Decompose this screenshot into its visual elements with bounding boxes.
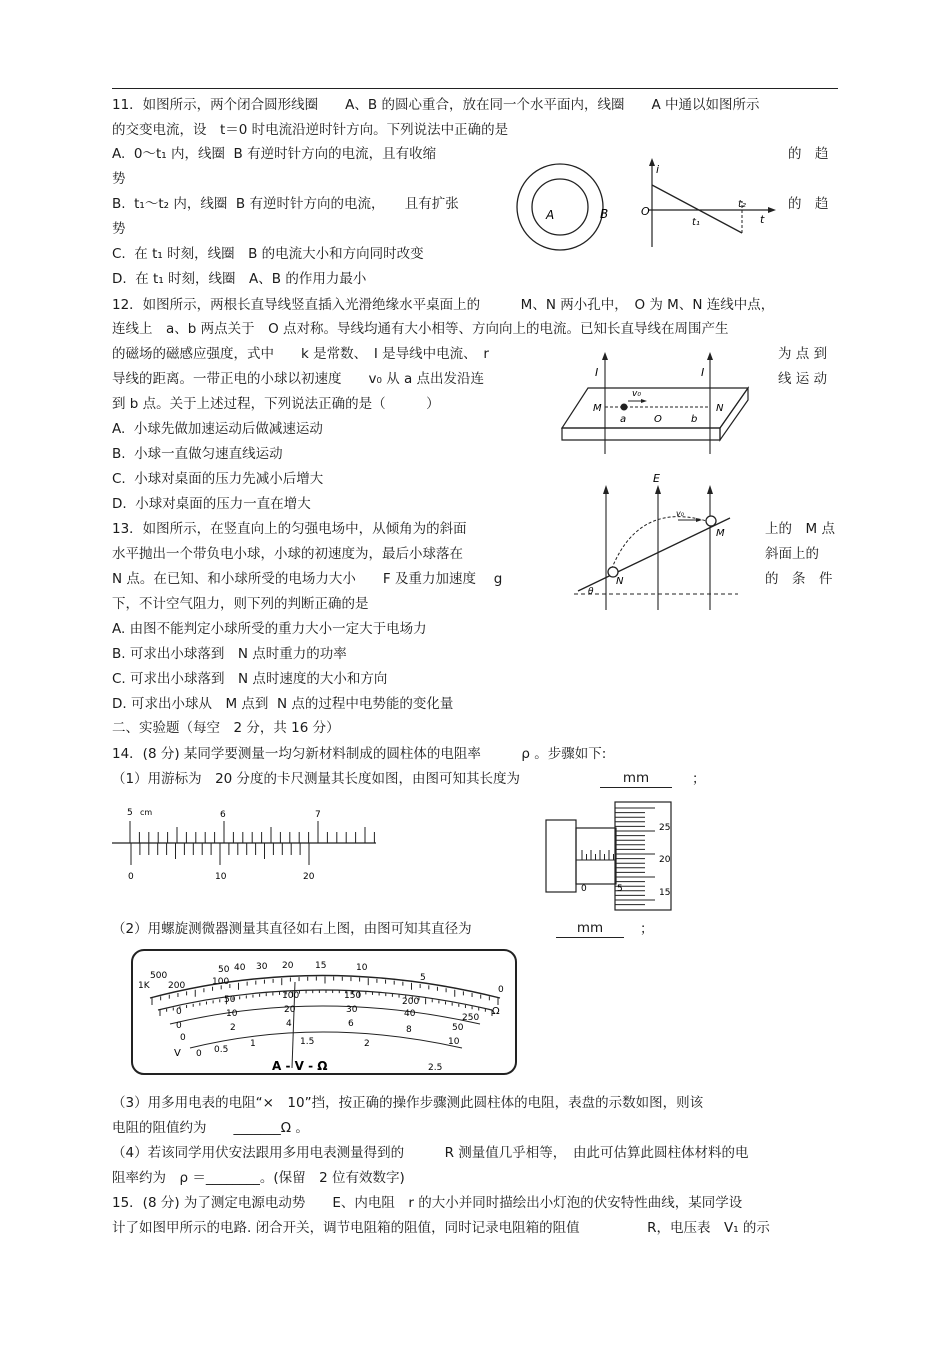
main-mark-5: 5 bbox=[127, 808, 133, 818]
main-mark-6: 6 bbox=[220, 810, 226, 820]
point-m-label: M bbox=[716, 528, 725, 539]
t-label: t bbox=[760, 213, 765, 226]
q12-stem-line5: 到 b 点。关于上述过程，下列说法正确的是（ ） bbox=[112, 396, 440, 412]
ac-label-0: 0 bbox=[180, 1033, 186, 1043]
field-arrow-2-icon bbox=[655, 485, 661, 494]
low-label-0: 0 bbox=[196, 1049, 202, 1059]
low-label-1: 1 bbox=[250, 1039, 256, 1049]
vernier-scale-ticks bbox=[131, 843, 309, 865]
q13-stem-line1-tail: 上的 M 点 bbox=[765, 521, 835, 537]
ohm-label-50: 50 bbox=[218, 965, 230, 975]
q13-stem-line4: 下，不计空气阻力，则下列的判断正确的是 bbox=[112, 596, 369, 612]
q14-part4-line1: （4）若该同学用伏安法跟用多用电表测量得到的 R 测量值几乎相等， 由此可估算此圆柱体材料的电 bbox=[112, 1145, 749, 1161]
q11-option-c: C. 在 t₁ 时刻，线圈 B 的电流大小和方向同时改变 bbox=[112, 246, 424, 262]
ac-label-4: 4 bbox=[286, 1019, 292, 1029]
slope-line bbox=[578, 518, 730, 591]
q12-option-b: B. 小球一直做匀速直线运动 bbox=[112, 446, 283, 462]
q12-stem-line4: 导线的距离。一带正电的小球以初速度 v₀ 从 a 点出发沿连 bbox=[112, 371, 485, 387]
coil-b-label: B bbox=[600, 207, 609, 221]
q13-option-b: B. 可求出小球落到 N 点时重力的功率 bbox=[112, 646, 347, 662]
dc2-label-30: 30 bbox=[346, 1005, 358, 1015]
ac-label-6: 6 bbox=[348, 1019, 354, 1029]
q12-stem-line4-tail: 线 运 动 bbox=[778, 371, 828, 387]
v0-label: v₀ bbox=[632, 389, 641, 399]
main-scale-ticks bbox=[130, 821, 374, 843]
ac-label-2: 2 bbox=[230, 1023, 236, 1033]
q13-stem-line1: 13．如图所示，在竖直向上的匀强电场中，从倾角为的斜面 bbox=[112, 521, 467, 537]
q12-option-c: C. 小球对桌面的压力先减小后增大 bbox=[112, 471, 324, 487]
q12-stem-line3: 的磁场的磁感应强度，式中 k 是常数、 I 是导线中电流、 r bbox=[112, 346, 489, 362]
q14-stem: 14．(8 分) 某同学要测量一均匀新材料制成的圆柱体的电阻率 ρ 。步骤如下: bbox=[112, 746, 607, 762]
dc2-label-40: 40 bbox=[404, 1009, 416, 1019]
wire-n-current-label: I bbox=[701, 366, 705, 379]
q14-part2-blank: mm bbox=[556, 920, 624, 938]
dc2-label-50: 50 bbox=[452, 1023, 464, 1033]
q14-part2-end: ； bbox=[640, 921, 654, 937]
multimeter-dial-figure bbox=[130, 948, 520, 1078]
t-axis-arrow-icon bbox=[768, 207, 776, 213]
point-n-label: N bbox=[716, 403, 724, 414]
q13-stem-line3-tail: 的 条 件 bbox=[765, 571, 833, 587]
q12-table-wires-figure bbox=[560, 350, 760, 455]
meter-title: A - V - Ω bbox=[272, 1059, 328, 1073]
dc-label-100: 100 bbox=[282, 991, 300, 1001]
coil-a-circle bbox=[532, 179, 588, 235]
vernier-mark-20: 20 bbox=[303, 872, 315, 882]
dc-label-250: 250 bbox=[462, 1013, 480, 1023]
q11-option-d: D. 在 t₁ 时刻，线圈 A、B 的作用力最小 bbox=[112, 271, 367, 287]
thimble-mark-20: 20 bbox=[659, 855, 671, 865]
q13-option-a: A. 由图不能判定小球所受的重力大小一定大于电场力 bbox=[112, 621, 427, 637]
ohm-symbol: Ω bbox=[492, 1006, 500, 1017]
v0-label: v₀ bbox=[676, 509, 684, 518]
thimble-mark-15: 15 bbox=[659, 888, 671, 898]
dc2-scale-labels bbox=[176, 1005, 464, 1033]
q14-part1-end: ； bbox=[692, 771, 706, 787]
micrometer-frame bbox=[546, 820, 576, 892]
q11-option-a-tail: 的 趋 bbox=[788, 146, 829, 162]
q11-coil-and-current-figure bbox=[510, 155, 780, 255]
dc-label-200: 200 bbox=[402, 997, 420, 1007]
point-b-label: b bbox=[691, 414, 698, 425]
coil-a-label: A bbox=[546, 208, 555, 222]
q14-part1-blank: mm bbox=[600, 770, 672, 788]
ohm-label-100: 100 bbox=[212, 977, 230, 987]
thimble-mark-25: 25 bbox=[659, 823, 671, 833]
dc2-label-10: 10 bbox=[226, 1009, 238, 1019]
dc-arc bbox=[158, 990, 492, 1010]
wire-m-current-label: I bbox=[595, 366, 599, 379]
q11-option-b: B. t₁～t₂ 内，线圈 B 有逆时针方向的电流， 且有扩张 bbox=[112, 196, 459, 212]
q13-slope-field-figure bbox=[570, 470, 745, 615]
ohm-label-40: 40 bbox=[234, 963, 246, 973]
ohm-label-200: 200 bbox=[168, 981, 186, 991]
vernier-mark-10: 10 bbox=[215, 872, 227, 882]
ac-scale-labels bbox=[180, 1019, 460, 1047]
origin-label: O bbox=[641, 205, 650, 218]
sleeve-ticks bbox=[582, 850, 614, 860]
dc-label-50: 50 bbox=[224, 995, 236, 1005]
low-label-1-5: 1.5 bbox=[300, 1037, 315, 1047]
q12-stem-line3-tail: 为 点 到 bbox=[778, 346, 828, 362]
ohm-label-15: 15 bbox=[315, 961, 327, 971]
point-n-label: N bbox=[616, 576, 624, 587]
t2-label: t₂ bbox=[738, 199, 746, 210]
ac-label-8: 8 bbox=[406, 1025, 412, 1035]
q13-stem-line2: 水平抛出一个带负电小球，小球的初速度为，最后小球落在 bbox=[112, 546, 463, 562]
q12-stem-line2: 连线上 a、b 两点关于 O 点对称。导线均通有大小相等、方向向上的电流。已知长直导线在周围产生 bbox=[112, 321, 729, 337]
ohm-label-5: 5 bbox=[420, 973, 426, 983]
q11-option-a-cont: 势 bbox=[112, 171, 126, 187]
coil-b-circle bbox=[517, 164, 603, 250]
dial-ticks bbox=[152, 977, 498, 1017]
table-side bbox=[720, 388, 748, 440]
ohm-label-500: 500 bbox=[150, 971, 168, 981]
vernier-caliper-figure bbox=[110, 803, 380, 883]
q11-stem-line2: 的交变电流，设 t＝0 时电流沿逆时针方向。下列说法中正确的是 bbox=[112, 122, 509, 138]
low-arc bbox=[190, 1032, 462, 1048]
ohm-scale-labels bbox=[138, 961, 504, 1017]
section-2-heading: 二、实验题（每空 2 分，共 16 分） bbox=[112, 720, 340, 736]
ac-label-10: 10 bbox=[448, 1037, 460, 1047]
table-front bbox=[562, 428, 720, 440]
q11-stem-line1: 11．如图所示，两个闭合圆形线圈 A、B 的圆心重合，放在同一个水平面内，线圈 A 中通以如图所示 bbox=[112, 97, 760, 113]
field-arrow-1-icon bbox=[603, 485, 609, 494]
t1-label: t₁ bbox=[692, 217, 700, 228]
wire-m-arrow-icon bbox=[602, 352, 608, 360]
q14-part3-line1: （3）用多用电表的电阻“× 10”挡，按正确的操作步骤测此圆柱体的电阻，表盘的示数如图，则该 bbox=[112, 1095, 704, 1111]
cm-label: cm bbox=[140, 808, 153, 817]
ohm-label-1k: 1K bbox=[138, 981, 150, 991]
q11-option-a: A. 0～t₁ 内，线圈 B 有逆时针方向的电流，且有收缩 bbox=[112, 146, 437, 162]
field-arrow-3-icon bbox=[707, 485, 713, 494]
q11-option-b-cont: 势 bbox=[112, 221, 126, 237]
q13-option-d: D. 可求出小球从 M 点到 N 点的过程中电势能的变化量 bbox=[112, 696, 454, 712]
point-a-label: a bbox=[620, 414, 627, 425]
q13-option-c: C. 可求出小球落到 N 点时速度的大小和方向 bbox=[112, 671, 388, 687]
ac-arc bbox=[170, 1006, 480, 1024]
ohm-label-0: 0 bbox=[498, 985, 504, 995]
dc2-label-0: 0 bbox=[176, 1021, 182, 1031]
dc-label-150: 150 bbox=[344, 991, 362, 1001]
theta-label: θ bbox=[588, 587, 594, 597]
ball-at-m bbox=[706, 516, 716, 526]
sleeve-mark-5: 5 bbox=[617, 884, 623, 894]
low-label-0-5: 0.5 bbox=[214, 1045, 229, 1055]
q13-stem-line3: N 点。在已知、和小球所受的电场力大小 F 及重力加速度 g bbox=[112, 571, 503, 587]
i-axis-arrow-icon bbox=[649, 158, 655, 166]
ohm-label-10: 10 bbox=[356, 963, 368, 973]
wire-n-arrow-icon bbox=[707, 352, 713, 360]
micrometer-figure bbox=[545, 800, 680, 912]
q13-stem-line2-tail: 斜面上的 bbox=[765, 546, 819, 562]
ball bbox=[621, 404, 628, 411]
dc-label-0: 0 bbox=[176, 1007, 182, 1017]
q14-part1: （1）用游标为 20 分度的卡尺测量其长度如图，由图可知其长度为 bbox=[112, 771, 521, 787]
main-mark-7: 7 bbox=[315, 810, 321, 820]
q14-part4-line2: 阻率约为 ρ ＝________。(保留 2 位有效数字) bbox=[112, 1170, 405, 1186]
v-symbol: V bbox=[174, 1048, 181, 1059]
q15-stem-line2: 计了如图甲所示的电路. 闭合开关，调节电阻箱的阻值，同时记录电阻箱的阻值 R，电压表 V₁ 的示 bbox=[112, 1220, 770, 1236]
point-o-label: O bbox=[654, 414, 662, 425]
q11-option-b-tail: 的 趋 bbox=[788, 196, 829, 212]
q12-option-a: A. 小球先做加速运动后做减速运动 bbox=[112, 421, 323, 437]
trajectory-curve bbox=[612, 517, 710, 568]
i-label: i bbox=[656, 163, 660, 176]
point-m-label: M bbox=[593, 403, 602, 414]
ohm-label-30: 30 bbox=[256, 962, 268, 972]
dc2-label-20: 20 bbox=[284, 1005, 296, 1015]
q15-stem-line1: 15．(8 分) 为了测定电源电动势 E、内电阻 r 的大小并同时描绘出小灯泡的伏安特性曲线，某同学设 bbox=[112, 1195, 743, 1211]
q14-part2: （2）用螺旋测微器测量其直径如右上图，由图可知其直径为 bbox=[112, 921, 472, 937]
dc-scale-labels bbox=[176, 991, 479, 1023]
q12-stem-line1: 12．如图所示，两根长直导线竖直插入光滑绝缘水平桌面上的 M、N 两小孔中， O 为 M、N 连线中点， bbox=[112, 297, 775, 313]
low-label-2-5: 2.5 bbox=[428, 1063, 443, 1073]
q12-option-d: D. 小球对桌面的压力一直在增大 bbox=[112, 496, 311, 512]
v0-arrow-icon bbox=[641, 399, 647, 403]
sleeve-mark-0: 0 bbox=[581, 884, 587, 894]
field-e-label: E bbox=[653, 472, 660, 485]
low-label-2: 2 bbox=[364, 1039, 370, 1049]
ohm-label-20: 20 bbox=[282, 961, 294, 971]
header-rule bbox=[112, 88, 838, 89]
q14-part3-line2: 电阻的阻值约为 _______Ω 。 bbox=[112, 1120, 309, 1136]
vernier-mark-0: 0 bbox=[128, 872, 134, 882]
